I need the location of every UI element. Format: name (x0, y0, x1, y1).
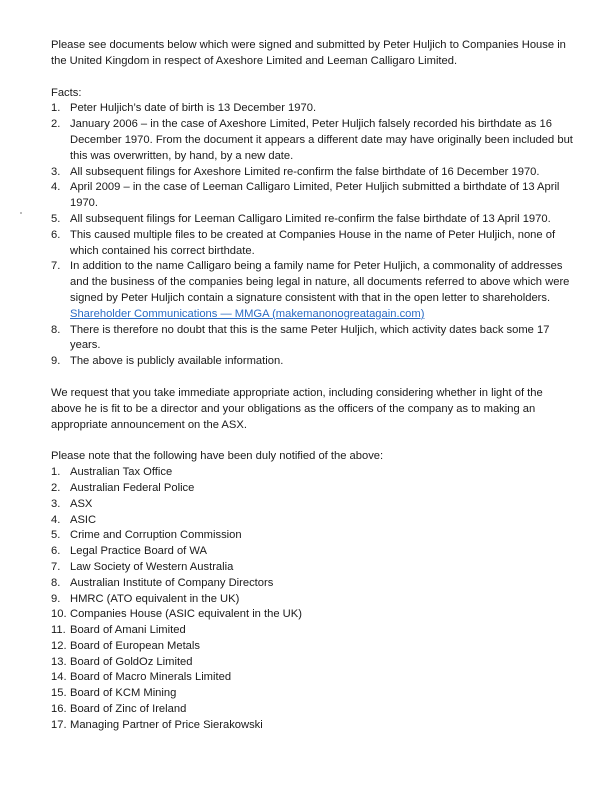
fact-item (51, 228, 574, 260)
notified-list (51, 465, 574, 734)
notified-text: ASIC (70, 513, 97, 526)
fact-number: 6. (51, 228, 61, 241)
fact-number: 5. (51, 212, 61, 225)
fact-text: There is therefore no doubt that this is the same Peter Huljich, which activity dates back some 17 years. (70, 323, 550, 352)
notified-text: HMRC (ATO equivalent in the UK) (70, 592, 240, 605)
notified-heading: Please note that the following have been duly notified of the above: (51, 450, 384, 463)
fact-item (51, 323, 574, 355)
notified-text: ASX (70, 497, 93, 510)
intro-paragraph: Please see documents below which were signed and submitted by Peter Huljich to Companies House in the United Kingdom in respect of Axeshore Limited and Leeman Calligaro Limited. (51, 39, 566, 67)
fact-text: All subsequent filings for Axeshore Limited re-confirm the false birthdate of 16 December 1970. (70, 165, 540, 178)
notified-item (51, 481, 574, 497)
request-paragraph: We request that you take immediate appropriate action, including considering whether in light of the above he is fit to be a director and your obligations as the officers of the company as to making an appropriate announcement on the ASX. (51, 386, 543, 431)
notified-item (51, 718, 574, 734)
fact-text: Peter Huljich’s date of birth is 13 December 1970. (70, 102, 317, 115)
notified-text: Board of Amani Limited (70, 624, 186, 637)
notified-number: 3. (51, 497, 61, 510)
notified-text: Board of Zinc of Ireland (70, 703, 187, 716)
facts-list (51, 101, 574, 370)
notified-text: Board of Macro Minerals Limited (70, 671, 232, 684)
notified-number: 12. (51, 639, 67, 652)
notified-number: 11. (51, 624, 66, 637)
notified-item (51, 544, 574, 560)
margin-mark (20, 212, 22, 214)
notified-text: Board of KCM Mining (70, 687, 177, 700)
fact-item (51, 259, 574, 322)
notified-number: 10. (51, 608, 67, 621)
notified-number: 6. (51, 545, 61, 558)
fact-number: 8. (51, 323, 61, 336)
shareholder-communications-link[interactable]: Shareholder Communications — MMGA (makemanonogreatagain.com) (70, 307, 425, 320)
fact-number: 2. (51, 118, 61, 131)
notified-item (51, 465, 574, 481)
notified-number: 1. (51, 466, 61, 479)
notified-number: 14. (51, 671, 67, 684)
notified-number: 15. (51, 687, 67, 700)
fact-number: 3. (51, 165, 61, 178)
notified-item (51, 623, 574, 639)
fact-item (51, 212, 574, 228)
notified-number: 17. (51, 718, 67, 731)
fact-number: 4. (51, 181, 61, 194)
notified-text: Australian Tax Office (70, 466, 173, 479)
notified-item (51, 639, 574, 655)
notified-text: Australian Federal Police (70, 481, 195, 494)
fact-text: All subsequent filings for Leeman Calligaro Limited re-confirm the false birthdate of 13 April 1970. (70, 212, 551, 225)
fact-item (51, 165, 574, 181)
notified-text: Crime and Corruption Commission (70, 529, 242, 542)
notified-number: 4. (51, 513, 61, 526)
fact-text: The above is publicly available information. (70, 355, 284, 368)
notified-number: 8. (51, 576, 61, 589)
notified-text: Board of GoldOz Limited (70, 655, 193, 668)
fact-text: In addition to the name Calligaro being a family name for Peter Huljich, a commonality of addresses and the business of the companies being legal in nature, all documents referred to above which were signed by Peter Huljich contain a signature consistent with that in the open letter to shareholders. (70, 260, 570, 304)
notified-text: Board of European Metals (70, 639, 200, 652)
fact-item (51, 101, 574, 117)
notified-text: Australian Institute of Company Directors (70, 576, 274, 589)
notified-item (51, 686, 574, 702)
notified-text: Legal Practice Board of WA (70, 545, 208, 558)
notified-number: 13. (51, 655, 67, 668)
fact-number: 9. (51, 355, 61, 368)
facts-heading: Facts: (51, 86, 82, 99)
fact-number: 1. (51, 102, 61, 115)
fact-item (51, 117, 574, 164)
notified-number: 9. (51, 592, 61, 605)
notified-item (51, 592, 574, 608)
notified-item (51, 607, 574, 623)
fact-item (51, 180, 574, 212)
fact-text: April 2009 – in the case of Leeman Calligaro Limited, Peter Huljich submitted a birthdate of 13 April 1970. (70, 181, 560, 210)
notified-text: Managing Partner of Price Sierakowski (70, 718, 263, 731)
notified-item (51, 513, 574, 529)
notified-item (51, 670, 574, 686)
notified-text: Law Society of Western Australia (70, 560, 234, 573)
notified-number: 7. (51, 560, 61, 573)
fact-item (51, 354, 574, 370)
notified-item (51, 576, 574, 592)
notified-text: Companies House (ASIC equivalent in the UK) (70, 608, 302, 621)
notified-item (51, 497, 574, 513)
notified-item (51, 655, 574, 671)
fact-text: January 2006 – in the case of Axeshore Limited, Peter Huljich falsely recorded his birthdate as 16 December 1970. From the document it appears a different date may have originally been included but this was overwritten, by hand, by a new date. (70, 118, 573, 162)
notified-item (51, 702, 574, 718)
fact-text: This caused multiple files to be created at Companies House in the name of Peter Huljich, none of which contained his correct birthdate. (70, 228, 556, 257)
notified-number: 16. (51, 703, 67, 716)
notified-number: 2. (51, 481, 61, 494)
notified-item (51, 560, 574, 576)
notified-number: 5. (51, 529, 61, 542)
notified-item (51, 528, 574, 544)
fact-number: 7. (51, 260, 61, 273)
